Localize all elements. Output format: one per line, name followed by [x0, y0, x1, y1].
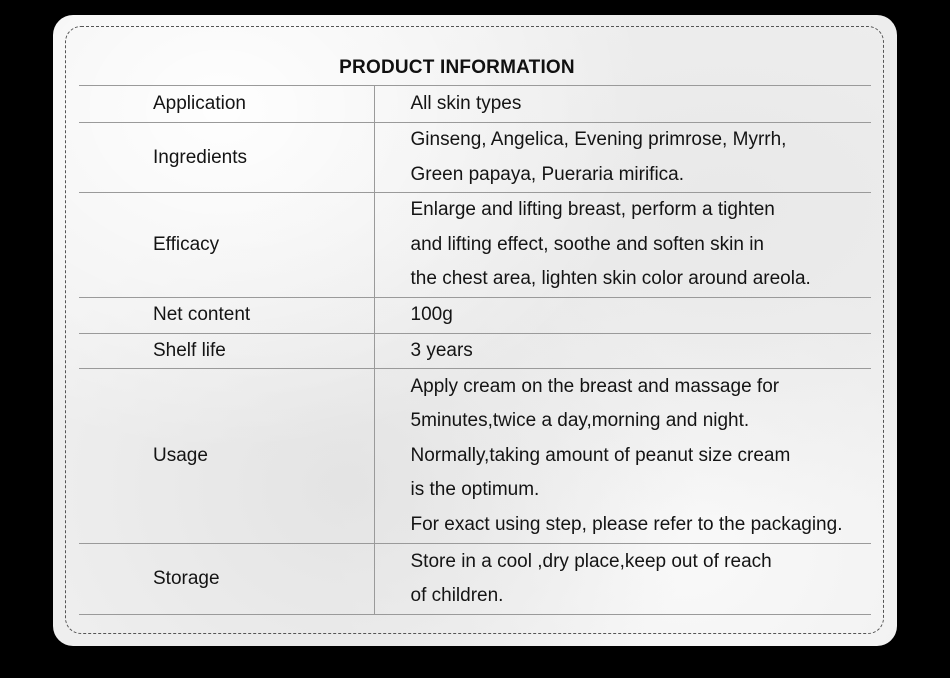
table-row	[79, 123, 871, 193]
row-value	[374, 193, 871, 298]
row-label: Storage	[79, 544, 374, 615]
row-value	[374, 544, 871, 615]
table-row	[79, 544, 871, 615]
row-value	[374, 333, 871, 369]
row-value	[374, 297, 871, 333]
row-value	[374, 86, 871, 123]
table-row	[79, 369, 871, 544]
row-label: Efficacy	[79, 193, 374, 298]
value-line: Green papaya, Pueraria mirifica.	[410, 163, 685, 185]
table-row	[79, 333, 871, 369]
value-line: All skin types	[410, 92, 522, 114]
table-row	[79, 193, 871, 298]
table-row	[79, 86, 871, 123]
value-line: and lifting effect, soothe and soften skin in	[410, 233, 764, 255]
value-line: of children.	[410, 585, 504, 606]
value-line: is the optimum.	[410, 479, 540, 501]
value-line: Normally,taking amount of peanut size cream	[410, 444, 791, 466]
row-label: Shelf life	[79, 333, 374, 369]
product-info-card	[53, 15, 897, 646]
row-label: Usage	[79, 369, 374, 544]
row-label: Ingredients	[79, 123, 374, 193]
value-line: 100g	[410, 303, 453, 325]
row-value	[374, 369, 871, 544]
row-label: Application	[79, 86, 374, 123]
product-info-table	[79, 85, 871, 615]
value-line: 5minutes,twice a day,morning and night.	[410, 410, 750, 432]
table-row	[79, 297, 871, 333]
value-line: Apply cream on the breast and massage for	[410, 375, 780, 397]
row-label: Net content	[79, 297, 374, 333]
value-line: Enlarge and lifting breast, perform a tighten	[410, 199, 775, 220]
page-title: PRODUCT INFORMATION	[339, 57, 575, 78]
value-line: For exact using step, please refer to the packaging.	[410, 513, 843, 535]
value-line: Ginseng, Angelica, Evening primrose, Myrrh,	[410, 129, 787, 150]
value-line: 3 years	[410, 339, 473, 361]
value-line: the chest area, lighten skin color around areola.	[410, 268, 811, 289]
value-line: Store in a cool ,dry place,keep out of reach	[410, 550, 772, 572]
row-value	[374, 123, 871, 193]
